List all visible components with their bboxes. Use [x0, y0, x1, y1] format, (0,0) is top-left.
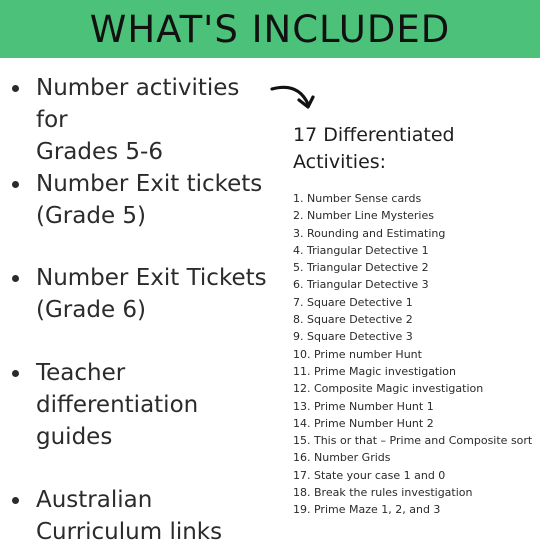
activity-item: 13. Prime Number Hunt 1 — [293, 399, 434, 413]
included-item — [8, 357, 198, 453]
activity-item: 1. Number Sense cards — [293, 192, 422, 205]
bullet-icon — [12, 181, 19, 188]
bullet-icon — [12, 275, 19, 282]
bullet-icon — [12, 85, 19, 92]
included-item-text: Number activities for Grades 5-6 — [36, 75, 240, 165]
activity-item: 4. Triangular Detective 1 — [293, 243, 429, 257]
activity-item: 6. Triangular Detective 3 — [293, 278, 429, 292]
activity-item: 16. Number Grids — [293, 451, 391, 465]
activity-item: 9. Square Detective 3 — [293, 330, 413, 344]
activity-item: 2. Number Line Mysteries — [293, 209, 434, 223]
bullet-icon — [12, 497, 19, 504]
included-item — [8, 484, 222, 548]
included-item-text: Teacher differentiation guides — [36, 360, 199, 450]
included-item-text: Number Exit tickets (Grade 5) — [36, 171, 263, 229]
activity-item: 12. Composite Magic investigation — [293, 382, 484, 396]
activity-item: 15. This or that – Prime and Composite sort — [293, 434, 533, 448]
activity-item: 5. Triangular Detective 2 — [293, 261, 429, 275]
activity-item: 11. Prime Magic investigation — [293, 364, 457, 378]
activities-heading: 17 Differentiated Activities: — [293, 124, 455, 173]
activity-item: 14. Prime Number Hunt 2 — [293, 416, 434, 430]
bullet-icon — [12, 370, 19, 377]
page-title: WHAT'S INCLUDED — [89, 7, 451, 51]
activities-list — [293, 190, 538, 519]
activity-item: 18. Break the rules investigation — [293, 486, 473, 500]
activity-item: 10. Prime number Hunt — [293, 347, 422, 361]
curved-arrow-icon — [270, 80, 320, 116]
included-item — [8, 262, 267, 326]
header-banner — [0, 0, 540, 58]
activity-item: 7. Square Detective 1 — [293, 295, 413, 309]
included-item-text: Number Exit Tickets (Grade 6) — [36, 265, 267, 323]
included-item — [8, 168, 262, 232]
activity-item: 3. Rounding and Estimating — [293, 226, 446, 240]
activity-item: 19. Prime Maze 1, 2, and 3 — [293, 503, 441, 517]
activity-item: 8. Square Detective 2 — [293, 313, 413, 327]
included-item-text: Australian Curriculum links — [36, 487, 223, 545]
activity-item: 17. State your case 1 and 0 — [293, 468, 446, 482]
included-item — [8, 72, 278, 168]
